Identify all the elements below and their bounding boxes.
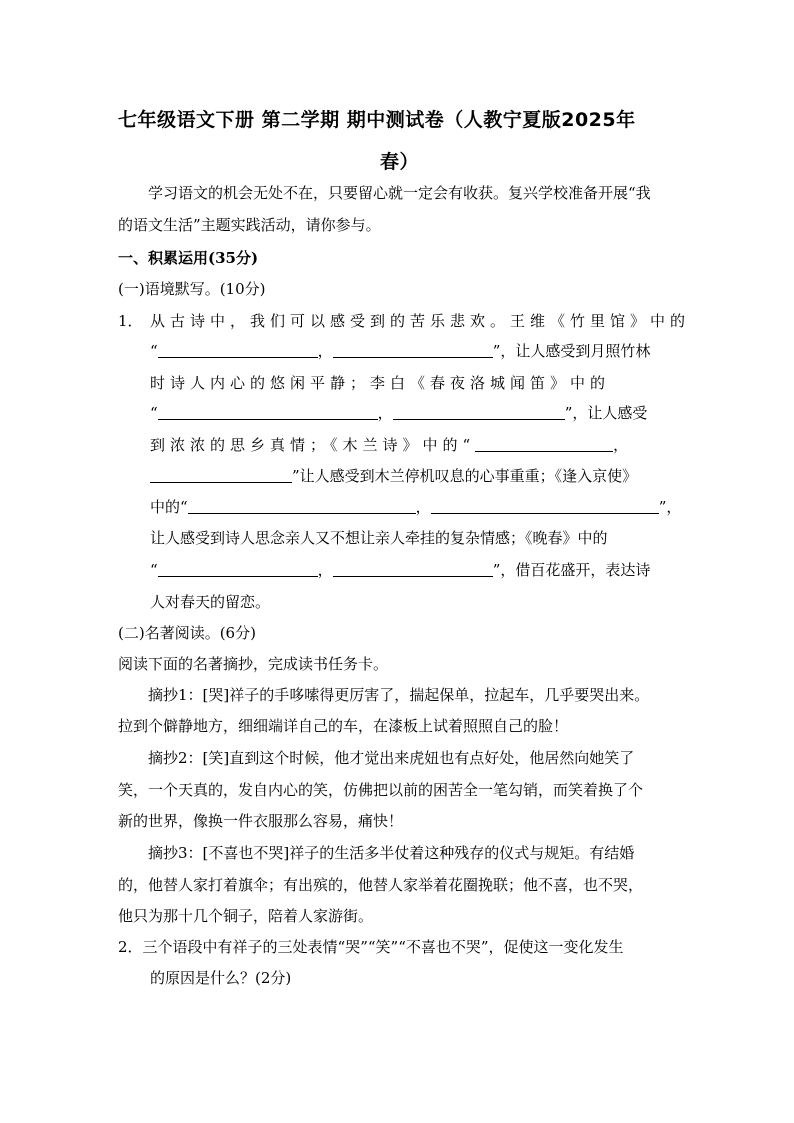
excerpt-3-line-3: 他只为那十几个铜子，陪着人家游街。 (118, 907, 374, 925)
excerpt-2-line-1: 摘抄2：[笑]直到这个时候，他才觉出来虎妞也有点好处，他居然向她笑了 (148, 749, 635, 767)
excerpt-3-line-2: 的，他替人家打着旗伞；有出殡的，他替人家举着花圈挽联；他不喜，也不哭， (118, 876, 644, 894)
question-1-line-2: “ ， ”，让人感受到月照竹林 (150, 342, 651, 360)
page-title-continued: 春） (380, 151, 420, 173)
intro-line-2: 的语文生活”主题实践活动，请你参与。 (118, 216, 381, 234)
question-1-number: 1． (118, 312, 143, 330)
subsection-dictation: (一)语境默写。(10分) (118, 280, 266, 298)
question-1-line-1: 从古诗中，我们可以感受到的苦乐悲欢。王维《竹里馆》中的 (150, 312, 691, 330)
question-2-line-2: 的原因是什么？(2分) (150, 969, 292, 987)
question-1-line-7: 中的“ ， ”， (150, 498, 682, 516)
question-1-line-4: “ ， ”，让人感受 (150, 404, 648, 422)
answer-blank[interactable] (333, 342, 493, 358)
excerpt-2-line-2: 笑，一个天真的，发自内心的笑，仿佛把以前的困苦全一笔勾销，而笑着换了个 (118, 781, 644, 799)
excerpt-3-line-1: 摘抄3：[不喜也不哭]祥子的生活多半仗着这种残存的仪式与规矩。有结婚 (148, 844, 635, 862)
answer-blank[interactable] (158, 561, 318, 577)
question-1-line-3: 时诗人内心的悠闲平静；李白《春夜洛城闻笛》中的 (150, 374, 611, 392)
excerpt-2-line-3: 新的世界，像换一件衣服那么容易，痛快！ (118, 812, 404, 830)
section-heading-accumulation: 一、积累运用(35分) (118, 249, 259, 267)
answer-blank[interactable] (150, 467, 292, 483)
question-1-line-10: 人对春天的留恋。 (150, 593, 271, 611)
answer-blank[interactable] (188, 498, 416, 514)
question-1-line-5: 到浓浓的思乡真情；《木兰诗》中的“ ， (150, 436, 629, 454)
classics-instruction: 阅读下面的名著摘抄，完成读书任务卡。 (118, 655, 389, 673)
intro-line-1: 学习语文的机会无处不在，只要留心就一定会有收获。复兴学校准备开展“我 (148, 184, 651, 202)
question-2-line-1: 2．三个语段中有祥子的三处表情“哭”“笑”“不喜也不哭”，促使这一变化发生 (118, 938, 624, 956)
answer-blank[interactable] (393, 404, 565, 420)
question-1-line-8: 让人感受到诗人思念亲人又不想让亲人牵挂的复杂情感；《晚春》中的 (150, 529, 608, 547)
subsection-classics-reading: (二)名著阅读。(6分) (118, 624, 256, 642)
excerpt-1-line-2: 拉到个僻静地方，细细端详自己的车，在漆板上试着照照自己的脸！ (118, 717, 569, 735)
answer-blank[interactable] (158, 404, 378, 420)
question-1-line-6: ”让人感受到木兰停机叹息的心事重重；《逢入京使》 (150, 466, 637, 486)
question-1-line-9: “ ， ”，借百花盛开，表达诗 (150, 561, 651, 579)
answer-blank[interactable] (475, 436, 613, 452)
excerpt-1-line-1: 摘抄1：[哭]祥子的手哆嗦得更厉害了，揣起保单，拉起车，几乎要哭出来。 (148, 686, 650, 704)
page-title: 七年级语文下册 第二学期 期中测试卷（人教宁夏版2025年 (118, 109, 636, 131)
answer-blank[interactable] (431, 498, 659, 514)
answer-blank[interactable] (333, 561, 493, 577)
answer-blank[interactable] (158, 342, 318, 358)
